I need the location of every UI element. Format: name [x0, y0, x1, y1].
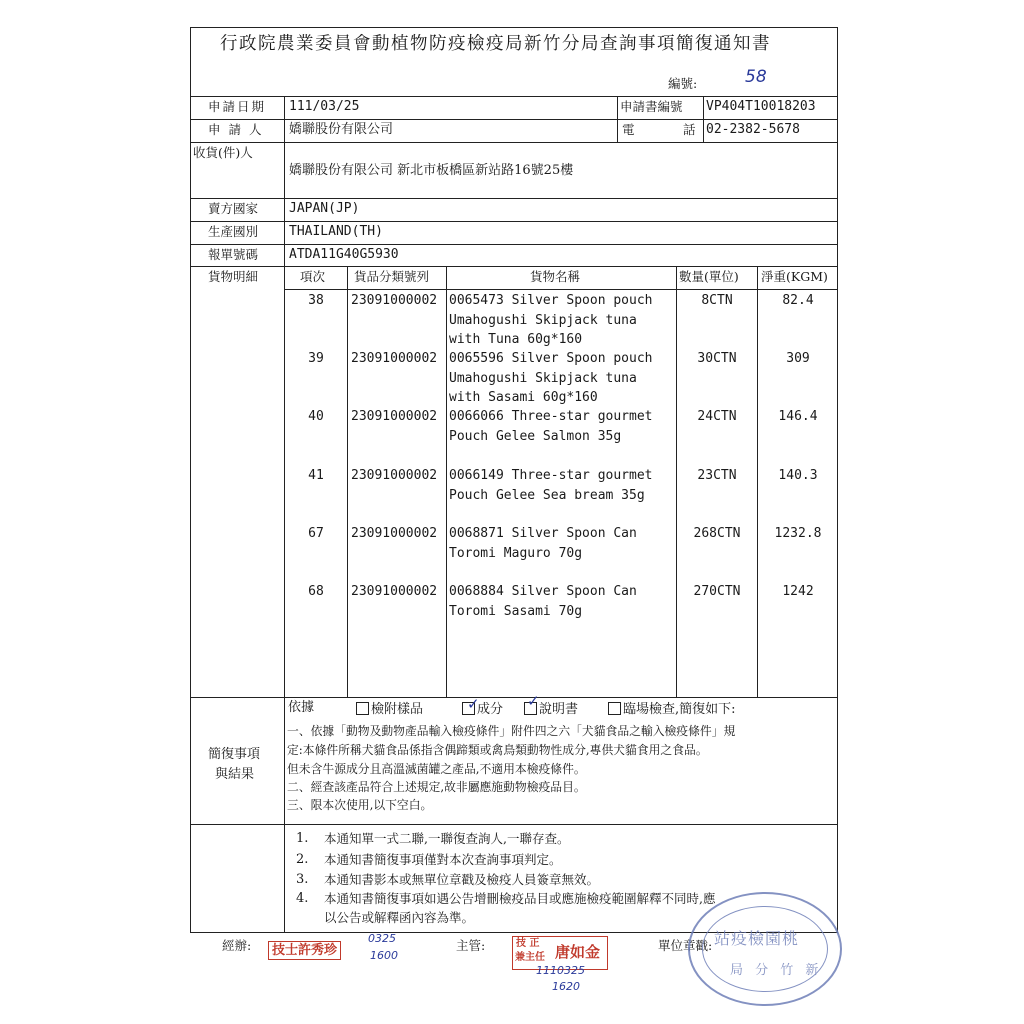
reply-line: 二、經查該產品符合上述規定,故非屬應施動物檢疫品目。 [287, 780, 586, 794]
basis-label: 依據 [288, 700, 315, 715]
row-divider [190, 96, 838, 97]
supervisor-date-2: 1620 [552, 980, 580, 993]
handler-label: 經辦: [222, 938, 252, 953]
number-value: 58 [745, 67, 767, 87]
goods-quantity: 8CTN [701, 293, 733, 308]
goods-header-weight: 淨重(KGM) [761, 269, 828, 284]
goods-header-qty: 數量(單位) [679, 269, 739, 284]
application-date: 111/03/25 [289, 99, 360, 114]
phone-label-1: 電 [622, 122, 635, 137]
goods-name-line: 0068884 Silver Spoon Can [449, 584, 637, 599]
goods-weight: 1232.8 [774, 526, 822, 541]
option-sample: 檢附樣品 [356, 701, 423, 719]
goods-name-line: Toromi Sasami 70g [449, 603, 583, 619]
goods-quantity: 23CTN [697, 468, 737, 483]
goods-name-line: Umahogushi Skipjack tuna [449, 370, 637, 386]
applicant: 嬌聯股份有限公司 [289, 122, 394, 137]
goods-weight: 1242 [782, 584, 814, 599]
supervisor-label: 主管: [456, 938, 486, 953]
seal-text-1: 站疫檢園桃 [714, 929, 800, 948]
goods-item-number: 39 [308, 351, 324, 366]
row-divider [190, 697, 838, 698]
goods-item-number: 40 [308, 409, 324, 424]
supervisor-stamp-name: 唐如金 [555, 943, 601, 961]
option-ingredient: 成分 [462, 701, 503, 719]
application-date-label: 申請日期 [208, 99, 267, 114]
goods-item-number: 67 [308, 526, 324, 541]
note-text: 本通知書影本或無單位章戳及檢疫人員簽章無效。 [324, 872, 600, 887]
number-label: 編號: [668, 76, 698, 91]
unit-seal-label: 單位章戳: [658, 938, 713, 953]
seller-country-label: 賣方國家 [208, 201, 259, 216]
row-divider [190, 824, 838, 825]
note-number: 2. [296, 852, 309, 867]
goods-name-line: Umahogushi Skipjack tuna [449, 312, 637, 328]
goods-hs-code: 23091000002 [351, 351, 438, 366]
goods-name-line: with Tuna 60g*160 [449, 332, 583, 347]
goods-item-number: 68 [308, 584, 324, 599]
seller-country: JAPAN(JP) [289, 201, 360, 216]
row-divider [190, 221, 838, 222]
option-onsite: 臨場檢查,簡復如下: [608, 701, 736, 719]
goods-quantity: 30CTN [697, 351, 737, 366]
goods-header-item: 項次 [300, 269, 326, 284]
goods-header-divider [284, 289, 838, 290]
consignee-label: 收貨(件)人 [193, 145, 253, 160]
note-number: 4. [296, 891, 309, 906]
application-no: VP404T10018203 [706, 99, 816, 114]
goods-col-divider [347, 266, 348, 697]
reply-line: 但未含牛源成分且高溫滅菌罐之產品,不適用本檢疫條件。 [287, 762, 586, 776]
row-divider [190, 119, 838, 120]
goods-hs-code: 23091000002 [351, 409, 438, 424]
goods-name-line: 0068871 Silver Spoon Can [449, 526, 637, 541]
supervisor-stamp-title-2: 兼主任 [515, 952, 545, 963]
goods-hs-code: 23091000002 [351, 468, 438, 483]
reply-label-1: 簡復事項 [208, 747, 261, 762]
note-text: 本通知書簡復事項如遇公告增刪檢疫品目或應施檢疫範圍解釋不同時,應 [324, 891, 716, 906]
row-divider [190, 198, 838, 199]
handler-stamp: 技士許秀珍 [268, 941, 341, 960]
document-title: 行政院農業委員會動植物防疫檢疫局新竹分局查詢事項簡復通知書 [220, 34, 771, 54]
goods-hs-code: 23091000002 [351, 584, 438, 599]
goods-name-line: 0065596 Silver Spoon pouch [449, 351, 653, 366]
note-number: 1. [296, 831, 309, 846]
applicant-label: 申 請 人 [208, 122, 264, 137]
declaration-no: ATDA11G40G5930 [289, 247, 399, 262]
note-text: 以公告或解釋函內容為準。 [324, 910, 475, 925]
supervisor-stamp-title-1: 技 正 [516, 938, 540, 949]
col-divider [703, 96, 704, 142]
goods-header-hs-code: 貨品分類號列 [354, 269, 430, 284]
phone: 02-2382-5678 [706, 122, 800, 137]
application-no-label: 申請書編號 [620, 99, 683, 114]
row-divider [190, 266, 838, 267]
reply-line: 定:本條件所稱犬貓食品係指含偶蹄類或禽鳥類動物性成分,專供犬貓食用之食品。 [287, 743, 708, 757]
goods-item-number: 38 [308, 293, 324, 308]
goods-weight: 140.3 [778, 468, 818, 483]
goods-header-name: 貨物名稱 [530, 269, 581, 284]
note-text: 本通知書簡復事項僅對本次查詢事項判定。 [324, 852, 562, 867]
note-number: 3. [296, 872, 309, 887]
checkbox-sample [356, 702, 369, 715]
check-mark-icon: ✓ [467, 695, 480, 713]
goods-item-number: 41 [308, 468, 324, 483]
col-divider [617, 96, 618, 142]
goods-name-line: Pouch Gelee Salmon 35g [449, 428, 622, 444]
goods-weight: 82.4 [782, 293, 814, 308]
supervisor-date-1: 1110325 [536, 964, 585, 977]
handler-date-1: 0325 [368, 932, 396, 945]
checkbox-onsite [608, 702, 621, 715]
goods-quantity: 24CTN [697, 409, 737, 424]
goods-weight: 146.4 [778, 409, 818, 424]
row-divider [190, 244, 838, 245]
seal-text-2: 局 分 竹 新 [730, 963, 823, 978]
reply-line: 一、依據「動物及動物產品輸入檢疫條件」附件四之六「犬貓食品之輸入檢疫條件」規 [287, 724, 736, 738]
origin-country-label: 生產國別 [208, 224, 259, 239]
goods-label: 貨物明細 [208, 269, 259, 284]
goods-hs-code: 23091000002 [351, 526, 438, 541]
goods-col-divider [446, 266, 447, 697]
goods-quantity: 268CTN [693, 526, 741, 541]
origin-country: THAILAND(TH) [289, 224, 383, 239]
label-column-divider [284, 96, 285, 824]
declaration-no-label: 報單號碼 [208, 247, 259, 262]
goods-name-line: 0066066 Three-star gourmet [449, 409, 653, 424]
goods-name-line: 0066149 Three-star gourmet [449, 468, 653, 483]
reply-label-2: 與結果 [215, 767, 255, 782]
goods-weight: 309 [786, 351, 810, 366]
goods-name-line: 0065473 Silver Spoon pouch [449, 293, 653, 308]
col-divider [284, 824, 285, 933]
phone-label-2: 話 [683, 122, 696, 137]
consignee: 嬌聯股份有限公司 新北市板橋區新站路16號25樓 [289, 163, 574, 178]
goods-name-line: with Sasami 60g*160 [449, 390, 598, 405]
goods-name-line: Pouch Gelee Sea bream 35g [449, 487, 645, 503]
row-divider [190, 142, 838, 143]
note-text: 本通知單一式二聯,一聯復查詢人,一聯存查。 [324, 831, 570, 846]
goods-name-line: Toromi Maguro 70g [449, 545, 583, 561]
handler-date-2: 1600 [370, 949, 398, 962]
check-mark-icon: ✓ [527, 692, 540, 710]
option-explanation: 說明書 [524, 701, 578, 719]
goods-quantity: 270CTN [693, 584, 741, 599]
unit-seal [688, 892, 842, 1006]
goods-hs-code: 23091000002 [351, 293, 438, 308]
reply-line: 三、限本次使用,以下空白。 [287, 798, 433, 812]
